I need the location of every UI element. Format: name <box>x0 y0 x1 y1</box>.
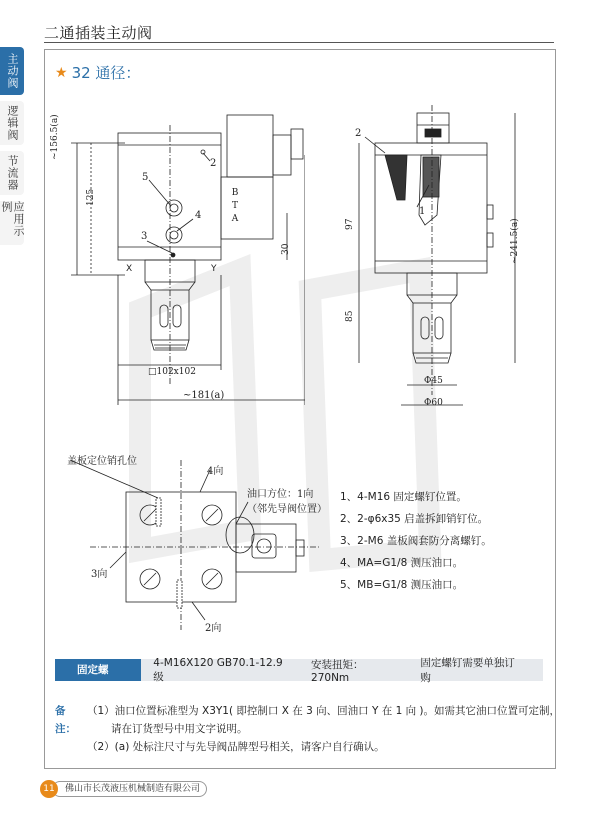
section-heading <box>55 62 140 83</box>
front-plate-letters <box>229 187 241 226</box>
dim-d45: Φ45 <box>424 376 443 386</box>
remark-line: 请在订货型号中用文字说明。 <box>111 723 248 735</box>
callout-2: 2 <box>210 158 217 169</box>
note-item: 5、MB=G1/8 测压油口。 <box>340 579 464 591</box>
remarks-label: 备注： <box>55 705 76 735</box>
direction-2-label: 2向 <box>205 623 222 634</box>
side-callout-2: 2 <box>355 128 362 139</box>
direction-4-label: 4向 <box>207 466 224 477</box>
callout-notes <box>340 486 492 596</box>
port-x-label: X <box>126 264 133 274</box>
dim-square: □102x102 <box>148 367 196 377</box>
plate-letter: A <box>231 214 239 224</box>
callout-5: 5 <box>142 172 149 183</box>
note-item: 1、4-M16 固定螺钉位置。 <box>340 491 467 503</box>
note-item: 2、2-φ6x35 启盖拆卸销钉位。 <box>340 513 489 525</box>
port-y-label: Y <box>211 264 217 274</box>
page-title: 二通插装主动阀 <box>44 24 153 42</box>
star-icon: ★ <box>55 64 68 81</box>
section-title: 32 通径： <box>71 64 141 82</box>
direction-3-label: 3向 <box>91 569 108 580</box>
note-item: 3、2-M6 盖板阀套防分离螺钉。 <box>340 535 492 547</box>
remark-line: （1）油口位置标准型为 X3Y1( 即控制口 X 在 3 向、回油口 Y 在 1 向 )。如需其它油口位置可定制， <box>87 705 561 717</box>
page-footer <box>40 780 207 798</box>
plate-letter: B <box>231 188 239 198</box>
tab-application-examples[interactable]: 应用示例 <box>0 201 24 245</box>
page-number: 11 <box>40 780 58 798</box>
dim-d60: Φ60 <box>424 398 443 408</box>
side-callout-1: 1 <box>419 206 426 217</box>
plate-letter: T <box>231 201 238 211</box>
side-tab-nav <box>0 47 24 251</box>
fixing-bolt-spec-bar <box>55 656 543 698</box>
dim-97: 97 <box>345 218 355 230</box>
tab-throttle[interactable]: 节流器 <box>0 151 24 195</box>
dim-85: 85 <box>345 310 355 322</box>
callout-3: 3 <box>141 231 148 242</box>
dim-front-height: ~156.5(a) <box>50 114 60 160</box>
spec-label: 固定螺栓： <box>55 659 141 681</box>
note-item: 4、MA=G1/8 测压油口。 <box>340 557 464 569</box>
remark-line: （2）(a) 处标注尺寸与先导阀品牌型号相关，请客户自行确认。 <box>87 741 385 753</box>
dim-front-width: ~181(a) <box>183 390 225 401</box>
dim-30: 30 <box>281 243 291 255</box>
dim-125: 125 <box>86 188 96 206</box>
title-divider <box>44 42 554 43</box>
port-orientation-line2: （邻先导阀位置） <box>247 504 327 515</box>
port-orientation-note <box>247 487 327 517</box>
callout-4: 4 <box>195 210 202 221</box>
spec-bolt: 4-M16X120 GB70.1-12.9 级 <box>153 656 283 683</box>
tab-main-valve[interactable]: 主动阀 <box>0 47 24 95</box>
top-view-drawing <box>60 440 330 640</box>
company-name: 佛山市长茂液压机械制造有限公司 <box>52 781 207 797</box>
tab-logic-valve[interactable]: 逻辑阀 <box>0 101 24 145</box>
spec-torque: 安装扭矩：270Nm <box>311 658 364 684</box>
port-orientation-line1: 油口方位：1向 <box>247 489 314 500</box>
pin-position-label: 盖板定位销孔位 <box>67 456 137 467</box>
dim-side-height: ~241.5(a) <box>510 218 520 264</box>
spec-order-note: 固定螺钉需要单独订购 <box>420 657 515 684</box>
